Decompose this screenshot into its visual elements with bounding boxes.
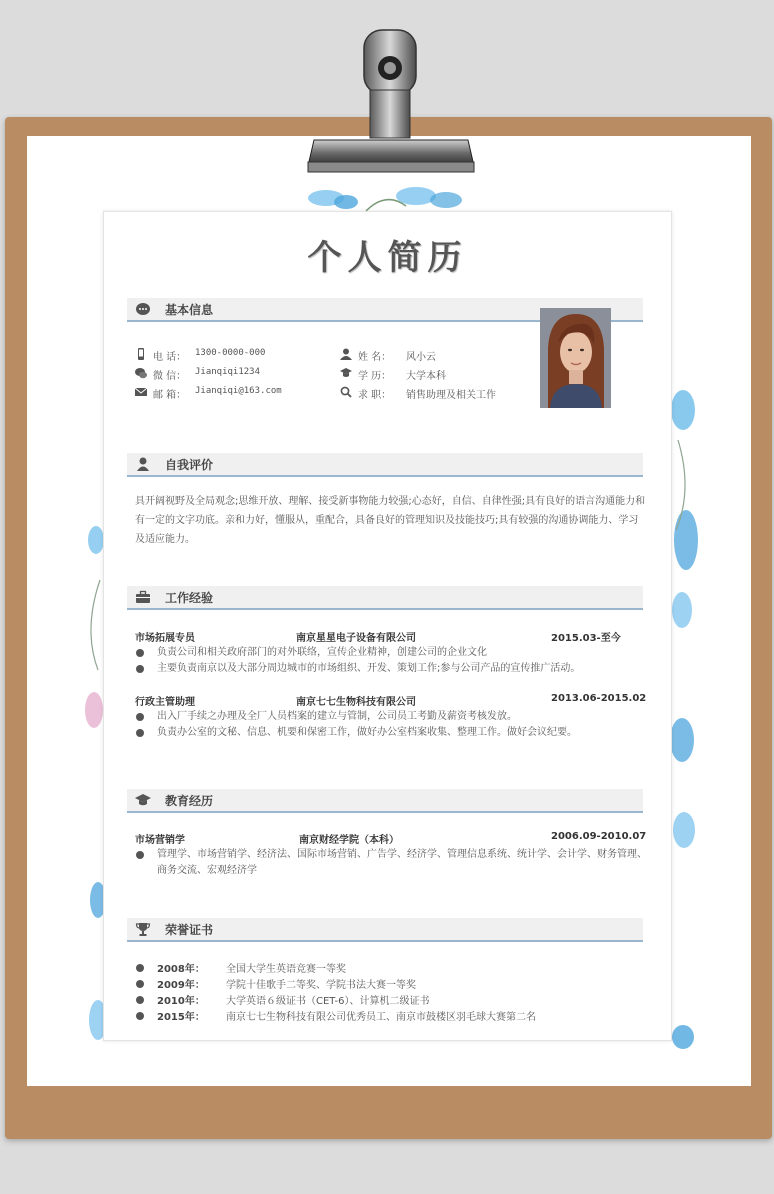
person-icon <box>340 348 352 360</box>
education-period: 2006.09-2010.07 <box>551 831 647 842</box>
section-title: 工作经验 <box>165 591 214 605</box>
self-evaluation-text: 具开阔视野及全局观念;思维开放、理解、接受新事物能力较强;心态好，自信、自律性强;具有良好的语言沟通能力和有一定的文字功底。亲和力好，懂服从，重配合，具备良好的管理知识及技能技巧;具有较强的沟通协调能力、学习及适应能力。 <box>135 496 646 545</box>
job-period: 2015.03-至今 <box>551 633 621 644</box>
job-period: 2013.06-2015.02 <box>551 693 647 704</box>
flower-decoration-icon <box>670 1022 696 1052</box>
mail-icon <box>135 386 147 398</box>
section-header-education <box>127 789 643 813</box>
bullet-icon <box>136 713 144 721</box>
flower-decoration-icon <box>668 380 698 860</box>
section-header-work-experience <box>127 586 643 610</box>
bullet-icon <box>136 665 144 673</box>
section-title: 自我评价 <box>165 458 214 472</box>
bullet-icon <box>136 980 144 988</box>
honor-item: 2010年： 大学英语６级证书（CET-6）、计算机二级证书 <box>135 992 647 1008</box>
trophy-icon <box>135 921 151 937</box>
personal-row-objective: 求 职： 销售助理及相关工作 <box>340 386 540 400</box>
honor-item: 2009年： 学院十佳歌手二等奖、学院书法大赛一等奖 <box>135 976 647 992</box>
contact-row-wechat: 微 信： Jianqiqi1234 <box>135 367 335 381</box>
section-header-honors <box>127 918 643 942</box>
briefcase-icon <box>135 589 151 605</box>
bullet-icon <box>136 964 144 972</box>
chat-bubble-icon <box>135 301 151 317</box>
bullet-icon <box>136 649 144 657</box>
binder-clip-icon <box>292 28 488 178</box>
profile-photo <box>540 308 611 408</box>
phone-icon <box>135 348 147 360</box>
education-school: 南京财经学院（本科） <box>299 835 399 846</box>
list-item: 主要负责南京以及大部分周边城市的市场组织、开发、策划工作;参与公司产品的宣传推广活动。 <box>135 661 647 677</box>
job-position: 市场拓展专员 <box>135 633 195 644</box>
contact-row-phone: 电 话： 1300-0000-000 <box>135 348 335 362</box>
section-title: 荣誉证书 <box>165 923 214 937</box>
section-title: 教育经历 <box>165 794 214 808</box>
job-company: 南京七七生物科技有限公司 <box>296 697 416 708</box>
honor-item: 2015年： 南京七七生物科技有限公司优秀员工、南京市鼓楼区羽毛球大赛第二名 <box>135 1008 647 1024</box>
section-title: 基本信息 <box>165 303 214 317</box>
resume-paper <box>103 211 672 1041</box>
bullet-icon <box>136 1012 144 1020</box>
list-item: 负责公司和相关政府部门的对外联络，宣传企业精神，创建公司的企业文化 <box>135 645 647 661</box>
graduation-cap-icon <box>135 792 151 808</box>
bullet-icon <box>136 729 144 737</box>
job-company: 南京星星电子设备有限公司 <box>296 633 416 644</box>
list-item: 管理学、市场营销学、经济法、国际市场营销、广告学、经济学、管理信息系统、统计学、会计学、财务管理、商务交流、宏观经济学 <box>135 847 647 879</box>
flower-decoration-icon <box>78 520 106 1050</box>
person-icon <box>135 456 151 472</box>
honor-item: 2008年： 全国大学生英语竞赛一等奖 <box>135 960 647 976</box>
resume-title: 个人简历 <box>307 238 468 278</box>
list-item: 负责办公室的文秘、信息、机要和保密工作，做好办公室档案收集、整理工作。做好会议纪要。 <box>135 725 647 741</box>
bullet-icon <box>136 996 144 1004</box>
search-icon <box>340 386 352 398</box>
list-item: 出入厂手续之办理及全厂人员档案的建立与管制，公司员工考勤及薪资考核发放。 <box>135 709 647 725</box>
personal-row-name: 姓 名： 风小云 <box>340 348 540 362</box>
bullet-icon <box>136 851 144 859</box>
contact-row-email: 邮 箱： Jianqiqi@163.com <box>135 386 335 400</box>
graduation-cap-icon <box>340 367 352 379</box>
job-position: 行政主管助理 <box>135 697 195 708</box>
section-header-self-evaluation <box>127 453 643 477</box>
education-major: 市场营销学 <box>135 835 185 846</box>
wechat-icon <box>135 367 147 379</box>
personal-row-education: 学 历： 大学本科 <box>340 367 540 381</box>
